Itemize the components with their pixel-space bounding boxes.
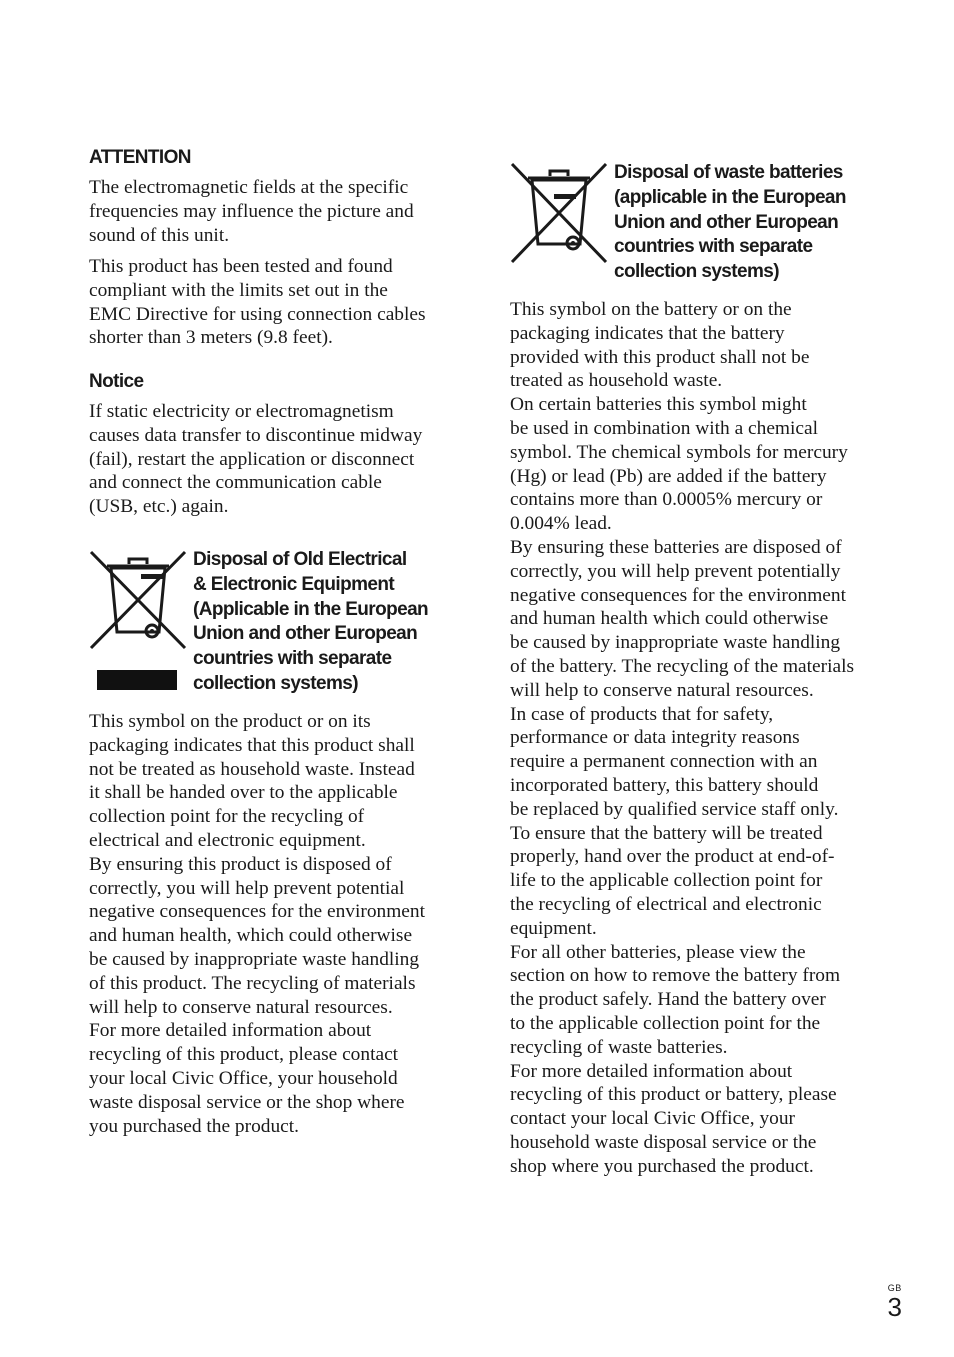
crossed-out-wheelie-bin-icon (510, 160, 608, 264)
attention-paragraph-2: This product has been tested and found compliant with the limits set out in the EMC Directive for using connection cables shorter than 3 meters (9.8 feet). (89, 256, 426, 349)
crossed-out-wheelie-bin-with-bar-icon (89, 548, 187, 692)
attention-paragraph-1: The electromagnetic fields at the specific frequencies may influence the picture and sound of this unit. (89, 177, 414, 246)
weee-body: This symbol on the product or on its packaging indicates that this product shall not be treated as household waste. Instead it shall be handed over to the applicable collection point for the recycling of electrical and electronic equipment. By ensuring this product is disposed of correctly, you will help prevent potential negative consequences for the environment and human health, which could otherwise be caused by inappropriate waste handling of this product. The recycling of materials will help to conserve natural resources. For more detailed information about recycling of this product, please contact your local Civic Office, your household waste disposal service or the shop where you purchased the product. (89, 711, 425, 1137)
weee-heading: Disposal of Old Electrical & Electronic Equipment (Applicable in the European Union and other European countries with separate collection systems) (193, 549, 429, 694)
batteries-heading: Disposal of waste batteries (applicable in the European Union and other European countries with separate collection systems) (614, 162, 846, 283)
notice-paragraph: If static electricity or electromagnetism causes data transfer to discontinue midway (fail), restart the application or disconnect and connect the communication cable (USB, etc.) again. (89, 401, 423, 518)
notice-heading: Notice (89, 371, 144, 392)
attention-heading: ATTENTION (89, 147, 191, 168)
region-code: GB (887, 1283, 902, 1293)
batteries-body: This symbol on the battery or on the packaging indicates that the battery provided with this product shall not be treated as household waste. On certain batteries this symbol might be used in combination with a chemical symbol. The chemical symbols for mercury (Hg) or lead (Pb) are added if the battery contains more than 0.0005% mercury or 0.004% lead. By ensuring these batteries are disposed of correctly, you will help prevent potentially negative consequences for the environment and human health which could otherwise be caused by inappropriate waste handling of the battery. The recycling of the materials will help to conserve natural resources. In case of products that for safety, performance or data integrity reasons require a permanent connection with an incorporated battery, this battery should be replaced by qualified service staff only. To ensure that the battery will be treated properly, hand over the product at end-of- life to the applicable collection point for the recycling of electrical and electronic equipment. For all other batteries, please view the section on how to remove the battery from the product safely. Hand the battery over to the applicable collection point for the recycling of waste batteries. For more detailed information about recycling of this product or battery, please contact your local Civic Office, your household waste disposal service or the shop where you purchased the product. (510, 299, 855, 1177)
page-number: 3 (887, 1292, 902, 1322)
page-footer (888, 1283, 902, 1321)
